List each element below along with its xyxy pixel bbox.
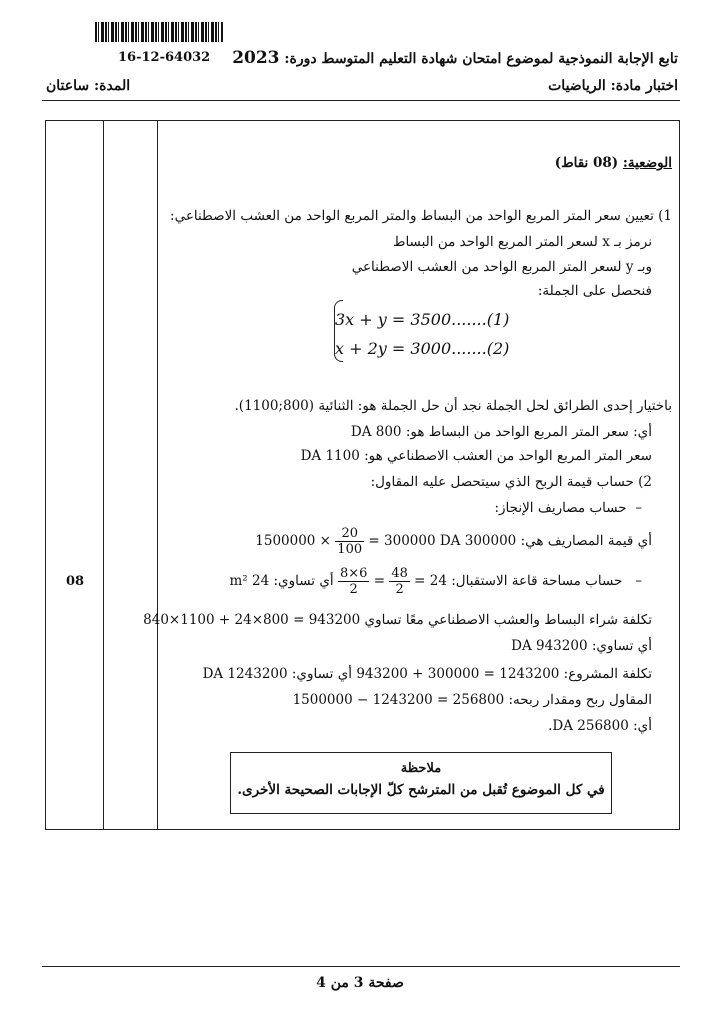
header-line: تابع الإجابة النموذجية لموضوع امتحان شهادة التعليم المتوسط دورة: xyxy=(284,51,678,67)
score-cell: 08 xyxy=(66,574,85,589)
equation-1: 3x + y = 3500.......(1) xyxy=(335,310,510,329)
header-title xyxy=(232,48,678,68)
area-title: حساب مساحة قاعة الاستقبال: xyxy=(451,573,623,589)
expenses-text: أي قيمة المصاريف هي: 300000 DA xyxy=(439,533,652,549)
equation-2: x + 2y = 3000.......(2) xyxy=(335,339,510,358)
area-rhs: = 24 xyxy=(414,573,447,589)
footer-divider xyxy=(42,966,680,967)
expenses-rhs: = 300000 xyxy=(368,533,436,549)
note-text: في كل الموضوع تُقبل من المترشح كلّ الإجابات الصحيحة الأخرى. xyxy=(237,782,605,798)
system-intro: فنحصل على الجملة: xyxy=(537,283,652,299)
materials-cost-value: أي تساوي: 943200 DA xyxy=(511,638,652,654)
materials-cost: تكلفة شراء البساط والعشب الاصطناعي معًا تساوي 943200 = 800×24 + 1100×840 xyxy=(143,612,652,628)
let-x: نرمز بـ x لسعر المتر المربع الواحد من البساط xyxy=(392,234,652,250)
table-divider xyxy=(157,120,158,830)
question-1: 1) تعيين سعر المتر المربع الواحد من البساط والمتر المربع الواحد من العشب الاصطناعي: xyxy=(170,208,672,224)
exam-code: 16-12-64032 xyxy=(118,50,211,65)
section-points: (08 نقاط) xyxy=(554,155,619,171)
area-calc: – حساب مساحة قاعة الاستقبال: $\frac{8\times 6}{2}$ = $\frac{48}{2}$ = 24 أي تساوي: 24 m² xyxy=(229,566,642,597)
header-year: 2023 xyxy=(232,48,280,68)
section-label: الوضعية: xyxy=(622,155,672,171)
table-divider xyxy=(103,120,104,830)
expenses-fraction: $\frac{20}{100}$ xyxy=(337,526,363,557)
page-number: صفحة 3 من 4 xyxy=(316,975,404,991)
profit-line: المقاول ربح ومقدار ربحه: 256800 = 1243200 − 1500000 xyxy=(292,692,652,708)
question-2: 2) حساب قيمة الربح الذي سيتحصل عليه المقاول: xyxy=(370,474,652,490)
area-fraction-1: $\frac{8\times 6}{2}$ xyxy=(339,566,368,597)
expenses-calc xyxy=(255,526,652,557)
section-title xyxy=(555,155,672,171)
note-heading: ملاحظة xyxy=(400,761,442,776)
duration: المدة: ساعتان xyxy=(46,78,131,94)
area-text: أي تساوي: xyxy=(273,573,334,589)
area-value: 24 m² xyxy=(229,573,270,589)
expenses-title: – حساب مصاريف الإنجاز: xyxy=(494,500,642,516)
grass-price: سعر المتر المربع الواحد من العشب الاصطناعي هو: 1100 DA xyxy=(300,448,652,464)
project-cost: تكلفة المشروع: 1243200 = 300000 + 943200 أي تساوي: 1243200 DA xyxy=(202,666,652,682)
header-divider xyxy=(42,100,680,101)
barcode xyxy=(95,22,223,42)
carpet-price: أي: سعر المتر المربع الواحد من البساط هو: 800 DA xyxy=(350,424,652,440)
note-box xyxy=(230,752,612,814)
area-fraction-2: $\frac{48}{2}$ xyxy=(391,566,408,597)
profit-value: أي: 256800 DA. xyxy=(548,718,652,734)
expenses-lhs: 1500000 × xyxy=(255,533,331,549)
let-y: وبـ y لسعر المتر المربع الواحد من العشب الاصطناعي xyxy=(351,259,652,275)
equation-system xyxy=(335,305,509,363)
solution: باختيار إحدى الطرائق لحل الجملة نجد أن حل الجملة هو: الثنائية (800;1100). xyxy=(234,398,672,414)
subject: اختبار مادة: الرياضيات xyxy=(548,78,678,94)
